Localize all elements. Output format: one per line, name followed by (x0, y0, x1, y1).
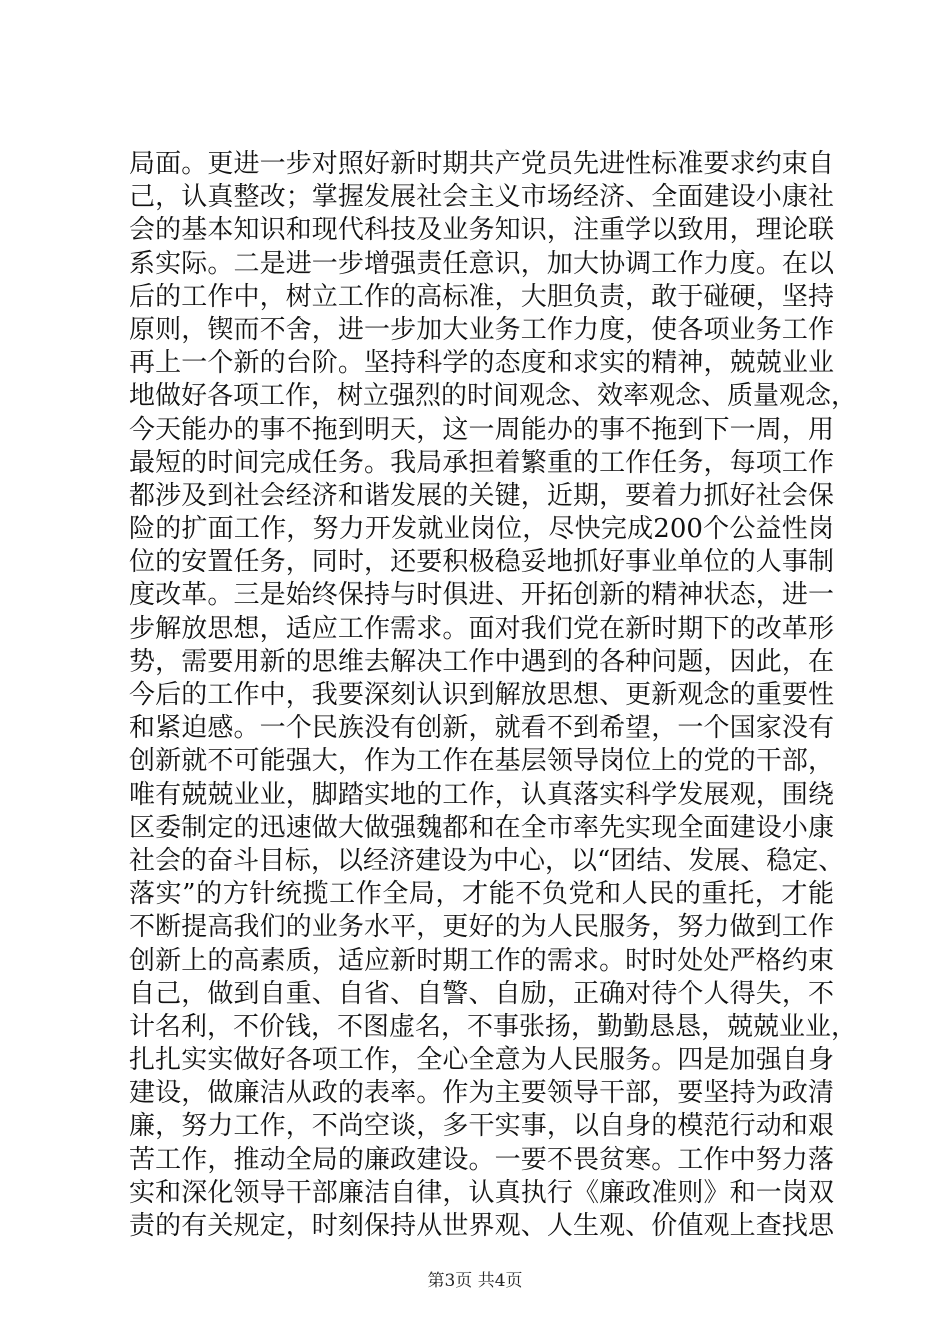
body-text-line: 最短的时间完成任务。我局承担着繁重的工作任务，每项工作 (129, 447, 834, 478)
body-text-line: 实和深化领导干部廉洁自律，认真执行《廉政准则》和一岗双 (129, 1177, 834, 1208)
page-footer: 第3页 共4页 (427, 1271, 523, 1291)
body-text-line: 和紧迫感。一个民族没有创新，就看不到希望，一个国家没有 (129, 713, 834, 744)
body-text-line: 社会的奋斗目标，以经济建设为中心，以“团结、发展、稳定、 (129, 845, 845, 876)
document-body (129, 148, 858, 1243)
body-text-line: 度改革。三是始终保持与时俱进、开拓创新的精神状态，进一 (129, 580, 834, 611)
body-text-line: 创新就不可能强大，作为工作在基层领导岗位上的党的干部， (129, 746, 834, 777)
body-text-line: 今天能办的事不拖到明天，这一周能办的事不拖到下一周，用 (129, 414, 834, 445)
body-text-line: 建设，做廉洁从政的表率。作为主要领导干部，要坚持为政清 (129, 1078, 834, 1109)
body-text-line: 局面。更进一步对照好新时期共产党员先进性标准要求约束自 (129, 149, 834, 179)
body-text-line: 地做好各项工作，树立强烈的时间观念、效率观念、质量观念， (129, 381, 858, 412)
body-text-line: 都涉及到社会经济和谐发展的关键，近期，要着力抓好社会保 (129, 480, 834, 511)
body-text-line: 再上一个新的台阶。坚持科学的态度和求实的精神，兢兢业业 (129, 348, 834, 379)
body-text-line: 后的工作中，树立工作的高标准，大胆负责，敢于碰硬，坚持 (129, 281, 834, 312)
body-text-line: 扎扎实实做好各项工作，全心全意为人民服务。四是加强自身 (129, 1045, 834, 1076)
body-text-line: 落实”的方针统揽工作全局，才能不负党和人民的重托，才能 (129, 879, 834, 910)
body-text-line: 自己，做到自重、自省、自警、自励，正确对待个人得失，不 (129, 978, 834, 1009)
body-text-line: 创新上的高素质，适应新时期工作的需求。时时处处严格约束 (129, 945, 834, 976)
body-text-line: 不断提高我们的业务水平，更好的为人民服务，努力做到工作 (129, 912, 834, 943)
body-text-line: 会的基本知识和现代科技及业务知识，注重学以致用，理论联 (129, 215, 834, 246)
body-text-line: 己，认真整改；掌握发展社会主义市场经济、全面建设小康社 (129, 182, 834, 213)
body-text-line: 苦工作，推动全局的廉政建设。一要不畏贫寒。工作中努力落 (129, 1144, 834, 1175)
body-text-line: 势，需要用新的思维去解决工作中遇到的各种问题，因此，在 (129, 646, 834, 677)
body-text-line: 险的扩面工作，努力开发就业岗位，尽快完成200个公益性岗 (129, 514, 834, 545)
body-text-line: 计名利，不价钱，不图虚名，不事张扬，勤勤恳恳，兢兢业业， (129, 1011, 858, 1042)
body-text-line: 原则，锲而不舍，进一步加大业务工作力度，使各项业务工作 (129, 314, 834, 345)
body-text-line: 责的有关规定，时刻保持从世界观、人生观、价值观上查找思 (129, 1211, 834, 1241)
body-text-line: 位的安置任务，同时，还要积极稳妥地抓好事业单位的人事制 (129, 547, 834, 578)
body-text-line: 廉，努力工作，不尚空谈，多干实事，以自身的模范行动和艰 (129, 1111, 834, 1142)
body-text-line: 唯有兢兢业业，脚踏实地的工作，认真落实科学发展观，围绕 (129, 779, 834, 810)
body-text-line: 今后的工作中，我要深刻认识到解放思想、更新观念的重要性 (129, 680, 834, 710)
body-text-line: 步解放思想，适应工作需求。面对我们党在新时期下的改革形 (129, 613, 834, 644)
body-text-line: 区委制定的迅速做大做强魏都和在全市率先实现全面建设小康 (129, 812, 834, 843)
body-text-line: 系实际。二是进一步增强责任意识，加大协调工作力度。在以 (129, 248, 834, 279)
